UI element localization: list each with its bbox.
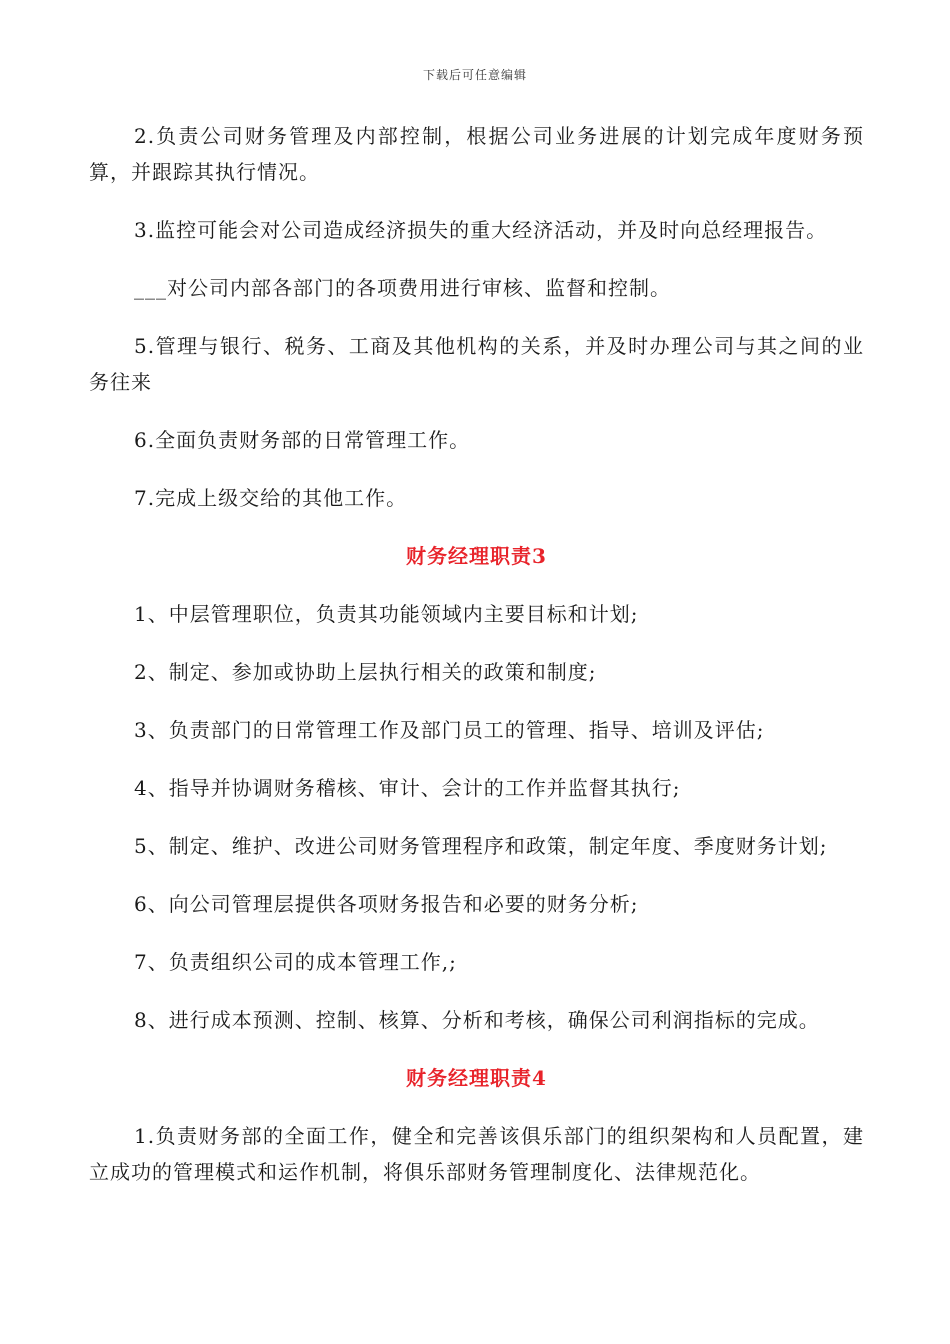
duty-item-3: 3、负责部门的日常管理工作及部门员工的管理、指导、培训及评估; <box>134 718 765 742</box>
page-header-note: 下载后可任意编辑 <box>422 68 527 82</box>
duty-item-8: 8、进行成本预测、控制、核算、分析和考核，确保公司利润指标的完成。 <box>134 1008 820 1032</box>
paragraph-item-7: 7.完成上级交给的其他工作。 <box>134 486 408 510</box>
paragraph-item-4: ___对公司内部各部门的各项费用进行审核、监督和控制。 <box>134 276 671 300</box>
document-body <box>89 118 864 1212</box>
duty-item-6: 6、向公司管理层提供各项财务报告和必要的财务分析; <box>134 892 639 916</box>
paragraph-item-3: 3.监控可能会对公司造成经济损失的重大经济活动，并及时向总经理报告。 <box>134 218 828 242</box>
paragraph-item-6: 6.全面负责财务部的日常管理工作。 <box>134 428 471 452</box>
paragraph-item-5: 5.管理与银行、税务、工商及其他机构的关系，并及时办理公司与其之间的业务往来 <box>89 334 864 394</box>
section-title-3: 财务经理职责3 <box>406 544 547 568</box>
duty-item-4: 4、指导并协调财务稽核、审计、会计的工作并监督其执行; <box>134 776 681 800</box>
section4-item-1: 1.负责财务部的全面工作，健全和完善该俱乐部门的组织架构和人员配置，建立成功的管理模式和运作机制，将俱乐部财务管理制度化、法律规范化。 <box>89 1124 864 1184</box>
duty-item-1: 1、中层管理职位，负责其功能领域内主要目标和计划; <box>134 602 639 626</box>
paragraph-item-2: 2.负责公司财务管理及内部控制，根据公司业务进展的计划完成年度财务预算，并跟踪其执行情况。 <box>89 124 864 184</box>
duty-item-2: 2、制定、参加或协助上层执行相关的政策和制度; <box>134 660 597 684</box>
duty-item-7: 7、负责组织公司的成本管理工作,; <box>134 950 457 974</box>
section-title-4: 财务经理职责4 <box>406 1066 547 1090</box>
duty-item-5: 5、制定、维护、改进公司财务管理程序和政策，制定年度、季度财务计划; <box>134 834 828 858</box>
